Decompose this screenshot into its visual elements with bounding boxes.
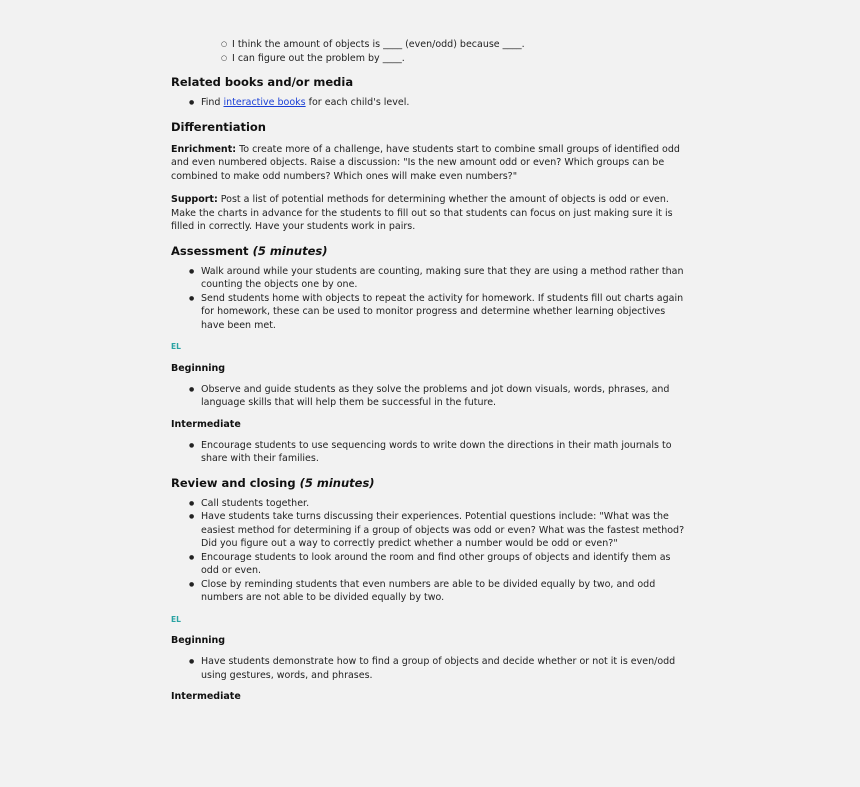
list-item: ● Send students home with objects to repeat the activity for homework. If students fill out charts again for homework, these can be used to monitor progress and determine whether learning objectives have been met. <box>171 292 691 333</box>
interactive-books-link[interactable]: interactive books <box>223 97 306 108</box>
list-item: ● Have students demonstrate how to find a group of objects and decide whether or not it is even/odd using gestures, words, and phrases. <box>171 655 691 682</box>
sentence-stem-list <box>171 38 691 65</box>
list-item: ○ I think the amount of objects is ____ (even/odd) because ____. <box>171 38 691 52</box>
assessment-list <box>171 265 691 333</box>
related-media-list <box>171 96 691 110</box>
related-item-suffix: for each child's level. <box>305 97 410 108</box>
list-item: ● Observe and guide students as they solve the problems and jot down visuals, words, phrases, and language skills that will help them be successful in the future. <box>171 383 691 410</box>
enrichment-paragraph <box>171 143 691 184</box>
support-paragraph <box>171 193 691 234</box>
related-item-prefix: Find <box>201 97 224 108</box>
support-text: Post a list of potential methods for determining whether the amount of objects is odd or even. Make the charts in advance for the students to fill out so that students can focus on just making sure it is filled in correctly. Have your students work in pairs. <box>171 194 673 232</box>
support-label: Support: <box>171 194 218 205</box>
list-item: ● Have students take turns discussing their experiences. Potential questions include: "What was the easiest method for determining if a group of objects was odd or even? What was the fastest method? Did you figure out a way to correctly predict whether a number would be odd or even?" <box>171 510 691 551</box>
assessment-title: Assessment <box>171 243 249 258</box>
list-item: ● Encourage students to look around the room and find other groups of objects and identify them as odd or even. <box>171 551 691 578</box>
review-time: (5 minutes) <box>299 475 375 490</box>
differentiation-heading: Differentiation <box>171 119 266 134</box>
intermediate-heading: Intermediate <box>171 418 241 430</box>
list-item: ○ I can figure out the problem by ____. <box>171 52 691 66</box>
lesson-content <box>171 38 691 703</box>
review-title: Review and closing <box>171 475 296 490</box>
list-item <box>171 96 691 110</box>
beginning-list <box>171 383 691 410</box>
enrichment-label: Enrichment: <box>171 143 237 155</box>
enrichment-text: To create more of a challenge, have students start to combine small groups of identified odd and even numbered objects. Raise a discussion: "Is the new amount odd or even? Which groups can be combined to make odd numbers? Which ones will make even numbers?" <box>171 143 680 182</box>
beginning-heading: Beginning <box>171 635 226 646</box>
el-tag: EL <box>171 614 181 624</box>
beginning-heading: Beginning <box>171 362 226 374</box>
related-media-heading: Related books and/or media <box>171 75 354 89</box>
assessment-heading <box>171 244 691 259</box>
review-heading <box>171 476 691 491</box>
beginning-list <box>171 655 691 682</box>
list-item: ● Close by reminding students that even numbers are able to be divided equally by two, and odd numbers are not able to be divided equally by two. <box>171 578 691 605</box>
review-list <box>171 497 691 605</box>
list-item: ● Call students together. <box>171 497 691 511</box>
intermediate-list <box>171 439 691 466</box>
list-item: ● Encourage students to use sequencing words to write down the directions in their math journals to share with their families. <box>171 439 691 466</box>
list-item: ● Walk around while your students are counting, making sure that they are using a method rather than counting the objects one by one. <box>171 265 691 292</box>
intermediate-heading: Intermediate <box>171 691 241 702</box>
assessment-time: (5 minutes) <box>252 243 328 258</box>
el-tag: EL <box>171 342 181 351</box>
